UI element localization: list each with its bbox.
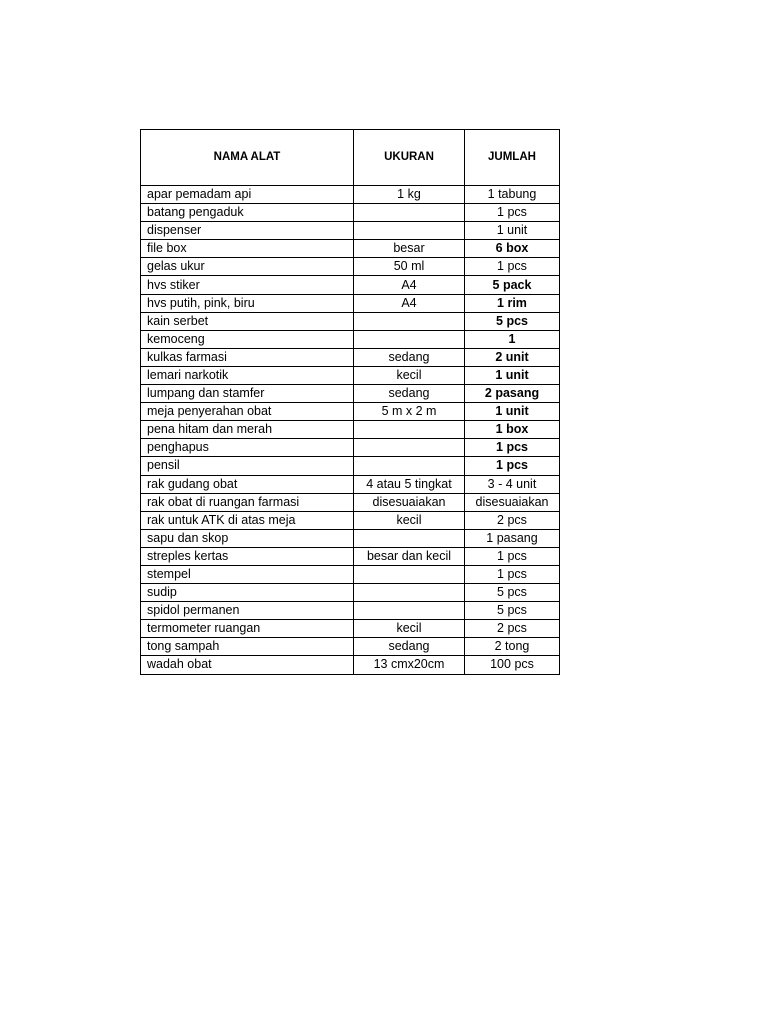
cell-item-name: spidol permanen bbox=[141, 602, 354, 620]
cell-item-name: lemari narkotik bbox=[141, 366, 354, 384]
cell-item-quantity: 100 pcs bbox=[465, 656, 560, 674]
table-row bbox=[141, 294, 560, 312]
cell-item-size bbox=[354, 204, 465, 222]
cell-item-quantity: 1 pcs bbox=[465, 258, 560, 276]
cell-item-quantity: 1 pcs bbox=[465, 204, 560, 222]
cell-item-size bbox=[354, 457, 465, 475]
cell-item-name: file box bbox=[141, 240, 354, 258]
cell-item-name: rak obat di ruangan farmasi bbox=[141, 493, 354, 511]
table-row bbox=[141, 602, 560, 620]
cell-item-name: sudip bbox=[141, 584, 354, 602]
table-row bbox=[141, 638, 560, 656]
cell-item-size: sedang bbox=[354, 348, 465, 366]
table-row bbox=[141, 330, 560, 348]
cell-item-quantity: disesuaiakan bbox=[465, 493, 560, 511]
table-row bbox=[141, 511, 560, 529]
cell-item-name: penghapus bbox=[141, 439, 354, 457]
cell-item-name: rak gudang obat bbox=[141, 475, 354, 493]
table-row bbox=[141, 439, 560, 457]
cell-item-size: 50 ml bbox=[354, 258, 465, 276]
table-row bbox=[141, 366, 560, 384]
cell-item-name: wadah obat bbox=[141, 656, 354, 674]
cell-item-size: 1 kg bbox=[354, 186, 465, 204]
column-header-size: UKURAN bbox=[354, 130, 465, 186]
cell-item-quantity: 5 pcs bbox=[465, 602, 560, 620]
equipment-table bbox=[140, 129, 560, 675]
cell-item-size: sedang bbox=[354, 385, 465, 403]
cell-item-size bbox=[354, 439, 465, 457]
cell-item-size: disesuaiakan bbox=[354, 493, 465, 511]
table-row bbox=[141, 493, 560, 511]
table-row bbox=[141, 276, 560, 294]
cell-item-size: 4 atau 5 tingkat bbox=[354, 475, 465, 493]
cell-item-size bbox=[354, 602, 465, 620]
table-row bbox=[141, 240, 560, 258]
cell-item-size bbox=[354, 421, 465, 439]
table-header-row bbox=[141, 130, 560, 186]
table-row bbox=[141, 312, 560, 330]
cell-item-size: kecil bbox=[354, 511, 465, 529]
table-row bbox=[141, 421, 560, 439]
cell-item-quantity: 5 pcs bbox=[465, 312, 560, 330]
cell-item-size: 13 cmx20cm bbox=[354, 656, 465, 674]
table-row bbox=[141, 656, 560, 674]
cell-item-name: gelas ukur bbox=[141, 258, 354, 276]
cell-item-size: kecil bbox=[354, 620, 465, 638]
cell-item-name: hvs putih, pink, biru bbox=[141, 294, 354, 312]
cell-item-size: kecil bbox=[354, 366, 465, 384]
cell-item-size bbox=[354, 330, 465, 348]
cell-item-quantity: 2 unit bbox=[465, 348, 560, 366]
cell-item-name: sapu dan skop bbox=[141, 529, 354, 547]
cell-item-name: lumpang dan stamfer bbox=[141, 385, 354, 403]
cell-item-name: tong sampah bbox=[141, 638, 354, 656]
table-row bbox=[141, 529, 560, 547]
column-header-name: NAMA ALAT bbox=[141, 130, 354, 186]
cell-item-name: apar pemadam api bbox=[141, 186, 354, 204]
cell-item-quantity: 1 box bbox=[465, 421, 560, 439]
cell-item-quantity: 1 unit bbox=[465, 222, 560, 240]
cell-item-size: 5 m x 2 m bbox=[354, 403, 465, 421]
cell-item-name: hvs stiker bbox=[141, 276, 354, 294]
cell-item-quantity: 5 pack bbox=[465, 276, 560, 294]
table-row bbox=[141, 222, 560, 240]
cell-item-quantity: 1 bbox=[465, 330, 560, 348]
table-row bbox=[141, 565, 560, 583]
cell-item-size bbox=[354, 529, 465, 547]
cell-item-quantity: 5 pcs bbox=[465, 584, 560, 602]
cell-item-name: kulkas farmasi bbox=[141, 348, 354, 366]
cell-item-quantity: 1 pcs bbox=[465, 457, 560, 475]
cell-item-size bbox=[354, 565, 465, 583]
cell-item-name: meja penyerahan obat bbox=[141, 403, 354, 421]
table-row bbox=[141, 620, 560, 638]
cell-item-quantity: 6 box bbox=[465, 240, 560, 258]
cell-item-size bbox=[354, 312, 465, 330]
table-row bbox=[141, 348, 560, 366]
cell-item-quantity: 1 pasang bbox=[465, 529, 560, 547]
cell-item-size bbox=[354, 584, 465, 602]
cell-item-name: batang pengaduk bbox=[141, 204, 354, 222]
cell-item-quantity: 1 pcs bbox=[465, 565, 560, 583]
cell-item-name: kemoceng bbox=[141, 330, 354, 348]
table-row bbox=[141, 186, 560, 204]
table-row bbox=[141, 385, 560, 403]
table-row bbox=[141, 457, 560, 475]
cell-item-quantity: 2 pcs bbox=[465, 511, 560, 529]
table-body bbox=[141, 186, 560, 675]
cell-item-quantity: 1 pcs bbox=[465, 439, 560, 457]
cell-item-quantity: 1 unit bbox=[465, 366, 560, 384]
cell-item-name: termometer ruangan bbox=[141, 620, 354, 638]
table-row bbox=[141, 547, 560, 565]
cell-item-size: sedang bbox=[354, 638, 465, 656]
cell-item-quantity: 1 tabung bbox=[465, 186, 560, 204]
cell-item-name: pensil bbox=[141, 457, 354, 475]
table-row bbox=[141, 204, 560, 222]
cell-item-quantity: 2 pasang bbox=[465, 385, 560, 403]
cell-item-name: stempel bbox=[141, 565, 354, 583]
table-row bbox=[141, 475, 560, 493]
cell-item-name: rak untuk ATK di atas meja bbox=[141, 511, 354, 529]
cell-item-name: dispenser bbox=[141, 222, 354, 240]
table-row bbox=[141, 403, 560, 421]
cell-item-name: pena hitam dan merah bbox=[141, 421, 354, 439]
cell-item-name: kain serbet bbox=[141, 312, 354, 330]
cell-item-size: besar bbox=[354, 240, 465, 258]
table-row bbox=[141, 258, 560, 276]
cell-item-name: streples kertas bbox=[141, 547, 354, 565]
cell-item-size: A4 bbox=[354, 276, 465, 294]
cell-item-quantity: 2 tong bbox=[465, 638, 560, 656]
cell-item-quantity: 2 pcs bbox=[465, 620, 560, 638]
cell-item-size: A4 bbox=[354, 294, 465, 312]
inventory-sheet bbox=[140, 129, 559, 675]
column-header-quantity: JUMLAH bbox=[465, 130, 560, 186]
cell-item-quantity: 1 pcs bbox=[465, 547, 560, 565]
cell-item-size: besar dan kecil bbox=[354, 547, 465, 565]
cell-item-size bbox=[354, 222, 465, 240]
table-row bbox=[141, 584, 560, 602]
cell-item-quantity: 3 - 4 unit bbox=[465, 475, 560, 493]
cell-item-quantity: 1 rim bbox=[465, 294, 560, 312]
cell-item-quantity: 1 unit bbox=[465, 403, 560, 421]
